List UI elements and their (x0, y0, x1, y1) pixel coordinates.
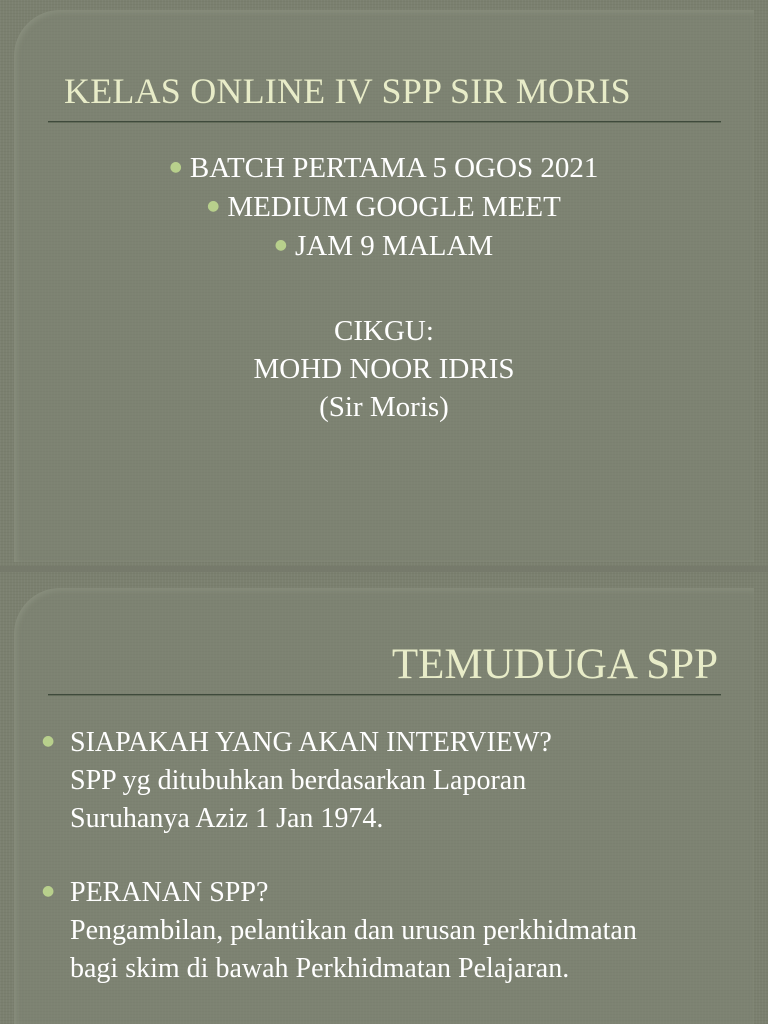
teacher-label: CIKGU: (334, 315, 434, 347)
slide-2 (0, 572, 768, 1024)
list-item-text: MEDIUM GOOGLE MEET (227, 191, 561, 223)
bullet-icon: ● (169, 159, 182, 175)
teacher-name: MOHD NOOR IDRIS (253, 353, 515, 385)
list-item (0, 148, 768, 187)
list-item-text: BATCH PERTAMA 5 OGOS 2021 (189, 152, 599, 184)
teacher-alias: (Sir Moris) (319, 391, 449, 423)
teacher-block (0, 312, 768, 426)
answer-text: SPP yg ditubuhkan berdasarkan Laporan (70, 765, 527, 796)
list-item-text: JAM 9 MALAM (295, 230, 494, 262)
bullet-icon: ● (42, 733, 55, 749)
list-item (0, 187, 768, 226)
list-item (0, 226, 768, 265)
list-item (42, 724, 732, 838)
answer-text: Suruhanya Aziz 1 Jan 1974. (70, 803, 384, 834)
list-item (42, 874, 732, 988)
title-divider (48, 121, 721, 123)
info-list (0, 148, 768, 265)
bullet-icon: ● (274, 237, 288, 253)
answer-text: bagi skim di bawah Perkhidmatan Pelajaran. (70, 953, 570, 984)
slide-title: TEMUDUGA SPP (391, 641, 718, 688)
bullet-icon: ● (42, 883, 55, 899)
question-text: SIAPAKAH YANG AKAN INTERVIEW? (70, 727, 552, 758)
question-text: PERANAN SPP? (70, 877, 269, 908)
bullet-icon: ● (207, 198, 220, 214)
title-divider (48, 694, 721, 696)
qa-list (42, 724, 732, 1024)
slide-title: KELAS ONLINE IV SPP SIR MORIS (64, 71, 631, 111)
answer-text: Pengambilan, pelantikan dan urusan perkhidmatan (70, 915, 637, 946)
